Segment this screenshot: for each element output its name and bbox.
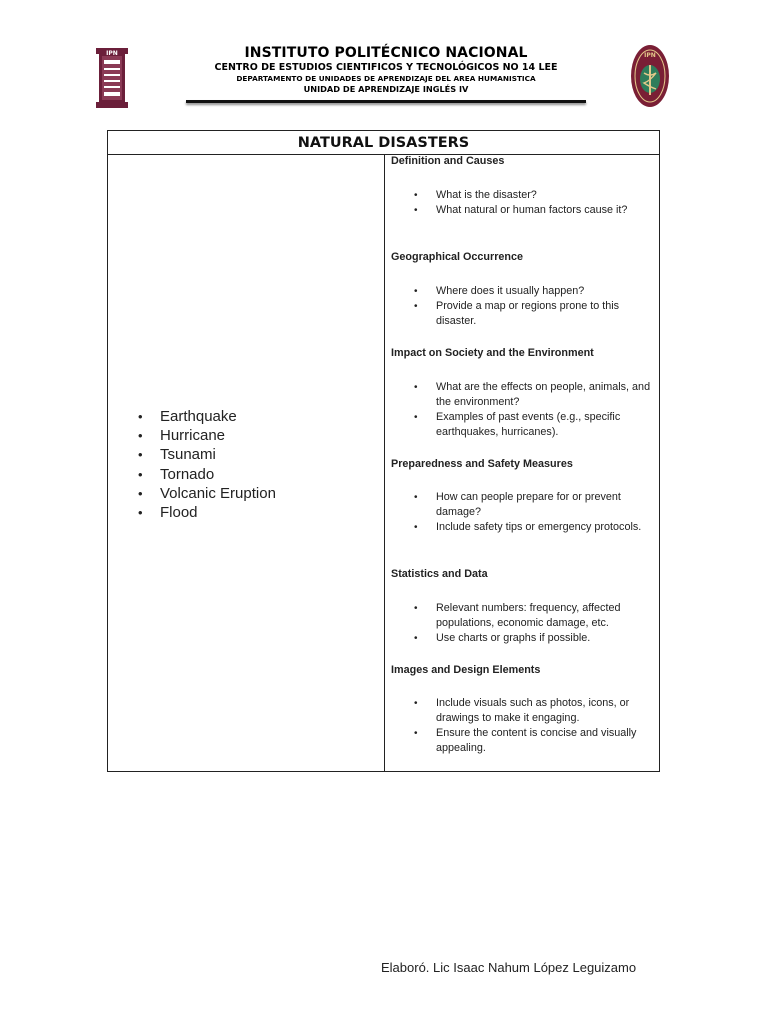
section-title: Impact on Society and the Environment: [391, 347, 594, 359]
institution-name: INSTITUTO POLITÉCNICO NACIONAL: [244, 45, 528, 61]
guidelines-column: [391, 155, 659, 771]
section-title: Preparedness and Safety Measures: [391, 458, 573, 470]
document-header: [186, 44, 586, 95]
section-item: • What are the effects on people, animals, and the environment?: [391, 380, 659, 410]
section-list: [391, 380, 659, 440]
disaster-item: • Tornado: [136, 465, 276, 484]
cecyt-seal-icon: [629, 43, 671, 109]
section-list: [391, 601, 659, 646]
column-divider: [384, 154, 385, 771]
section-title: Statistics and Data: [391, 568, 488, 580]
section-item: • How can people prepare for or prevent damage?: [391, 490, 659, 520]
disaster-item: • Hurricane: [136, 426, 276, 445]
section-item: • Provide a map or regions prone to this disaster.: [391, 299, 659, 329]
section-item: • Relevant numbers: frequency, affected populations, economic damage, etc.: [391, 601, 659, 631]
section-list: [391, 490, 659, 535]
disaster-item: • Earthquake: [136, 407, 276, 426]
department-name: DEPARTAMENTO DE UNIDADES DE APRENDIZAJE DEL AREA HUMANISTICA: [236, 74, 536, 83]
center-name: CENTRO DE ESTUDIOS CIENTIFICOS Y TECNOLÓGICOS NO 14 LEE: [214, 62, 558, 73]
section-item: • Examples of past events (e.g., specific earthquakes, hurricanes).: [391, 410, 659, 440]
section-item: • Where does it usually happen?: [391, 284, 659, 299]
section-item: • Ensure the content is concise and visually appealing.: [391, 726, 659, 756]
disaster-list: [136, 407, 276, 522]
section-list: [391, 284, 659, 329]
section-title: Images and Design Elements: [391, 664, 541, 676]
disaster-item: • Flood: [136, 503, 276, 522]
section-list: [391, 696, 659, 756]
header-rule: [186, 100, 586, 103]
seal-text: IPN: [644, 52, 656, 59]
natural-disasters-table: [107, 130, 660, 772]
section-title: Definition and Causes: [391, 155, 505, 167]
ipn-logo-icon: [92, 46, 132, 110]
ipn-logo-text: IPN: [106, 50, 118, 57]
disaster-item: • Volcanic Eruption: [136, 484, 276, 503]
section-item: • What natural or human factors cause it?: [391, 203, 659, 218]
disaster-column: [108, 155, 384, 771]
unit-name: UNIDAD DE APRENDIZAJE INGLÉS IV: [303, 84, 469, 94]
author-credit: Elaboró. Lic Isaac Nahum López Leguizamo: [381, 960, 637, 975]
disaster-item: • Tsunami: [136, 445, 276, 464]
table-title: NATURAL DISASTERS: [108, 131, 659, 155]
section-item: • Include visuals such as photos, icons, or drawings to make it engaging.: [391, 696, 659, 726]
section-list: [391, 188, 659, 218]
section-title: Geographical Occurrence: [391, 251, 524, 263]
section-item: • Use charts or graphs if possible.: [391, 631, 659, 646]
section-item: • What is the disaster?: [391, 188, 659, 203]
section-item: • Include safety tips or emergency protocols.: [391, 520, 659, 535]
